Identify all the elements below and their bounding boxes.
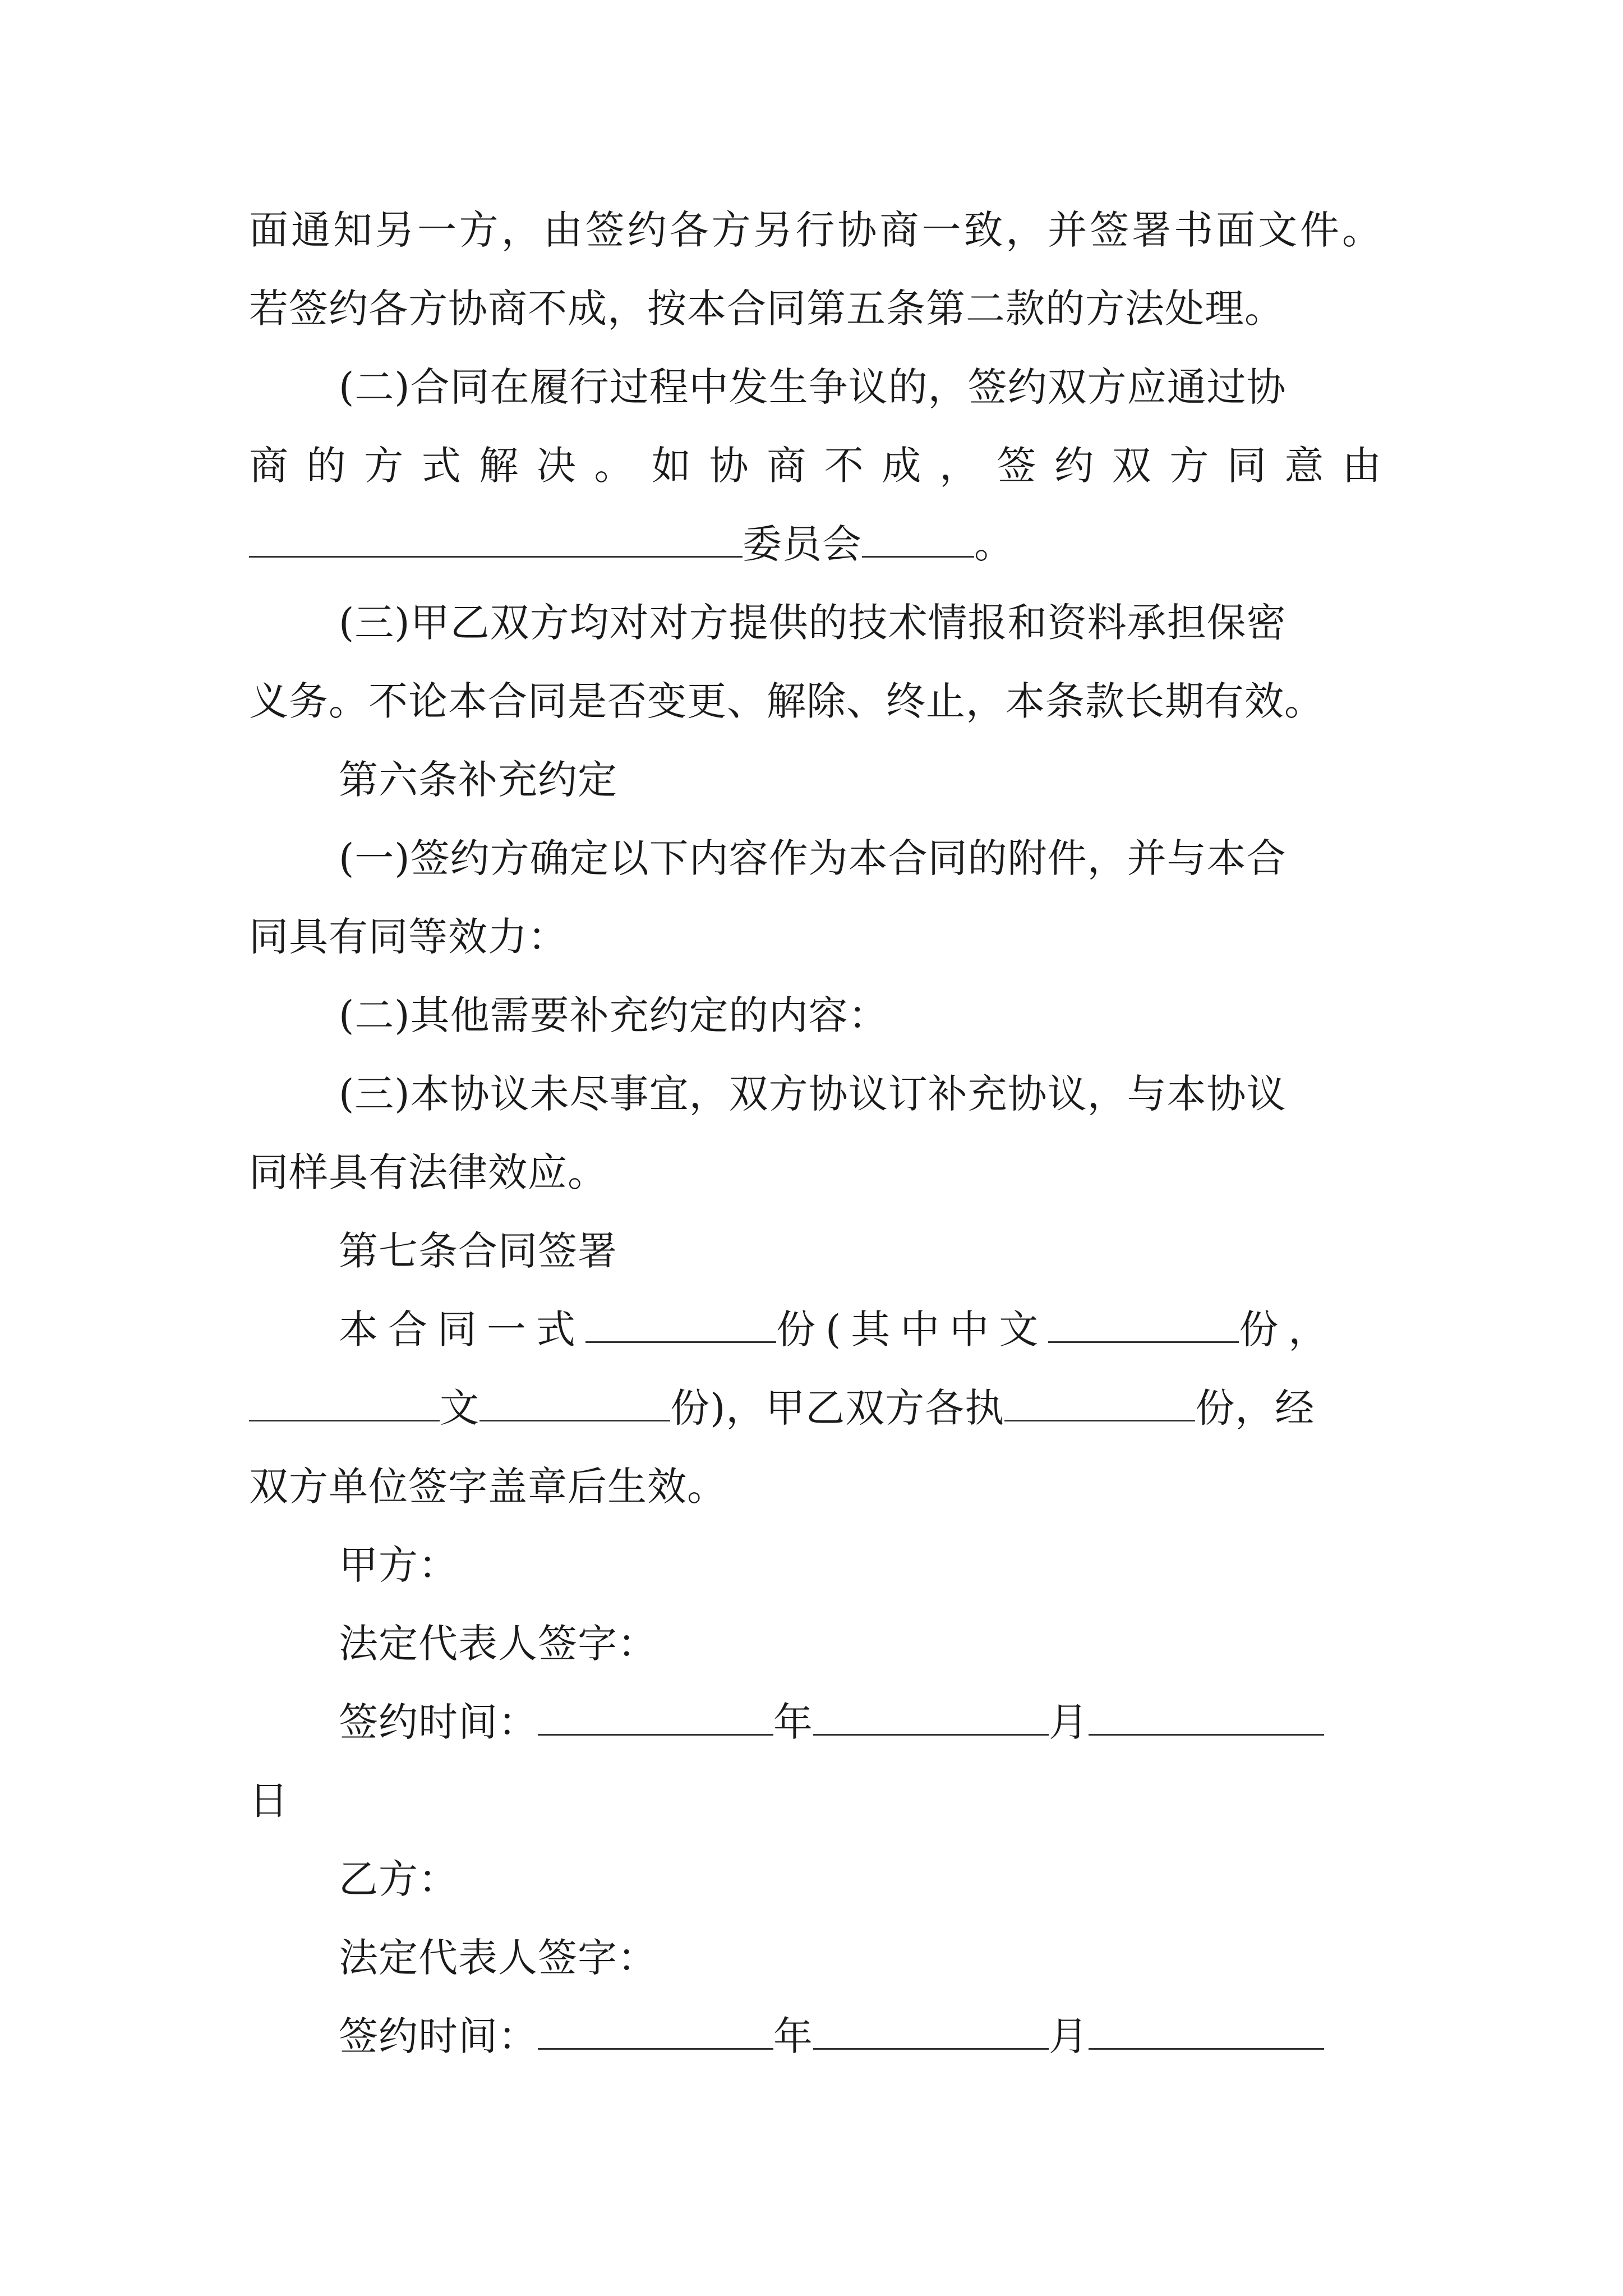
article-7-title: 第七条合同签署	[339, 1228, 617, 1274]
blank-chinese-copies[interactable]	[1048, 1306, 1239, 1343]
party-a-label: 甲方：	[339, 1542, 458, 1588]
party-a-date-line	[339, 1697, 1324, 1747]
day-label: 日	[249, 1778, 289, 1824]
month-label: 月	[1049, 1699, 1089, 1745]
copies-line	[339, 1304, 1338, 1355]
article-6-item-3: (三)本协议未尽事宜，双方协议订补充协议，与本协议	[339, 1071, 1287, 1117]
copies-line-2	[249, 1383, 1315, 1433]
copies-unit-2: 份，经	[1195, 1385, 1315, 1431]
party-b-date-line	[339, 2011, 1324, 2062]
clause-2-line: 商的方式解决。如协商不成，签约双方同意由	[249, 443, 1382, 489]
article-6-item-3-cont: 同样具有法律效应。	[249, 1149, 607, 1195]
blank-year[interactable]	[538, 1699, 773, 1736]
period-mark: 。	[974, 521, 1014, 567]
committee-label: 委员会	[743, 521, 862, 567]
year-label: 年	[773, 1699, 813, 1745]
each-party-label: 份)，甲乙双方各执	[670, 1385, 1005, 1431]
article-6-title: 第六条补充约定	[339, 757, 617, 803]
date-label: 签约时间：	[339, 2013, 538, 2059]
blank-month[interactable]	[813, 1699, 1049, 1736]
party-b-label: 乙方：	[339, 1856, 458, 1902]
article-6-item-2: (二)其他需要补充约定的内容：	[339, 992, 888, 1038]
article-6-item-1: (一)签约方确定以下内容作为本合同的附件，并与本合	[339, 835, 1287, 881]
date-label: 签约时间：	[339, 1699, 538, 1745]
article-6-item-1-cont: 同具有同等效力：	[249, 914, 568, 960]
clause-3-line: (三)甲乙双方均对对方提供的技术情报和资料承担保密	[339, 600, 1287, 646]
arbitration-line	[249, 519, 1014, 569]
blank-language-copies[interactable]	[479, 1385, 670, 1421]
paragraph-line: 若签约各方协商不成，按本合同第五条第二款的方法处理。	[249, 286, 1284, 332]
language-label: 文	[440, 1385, 479, 1431]
party-b-rep-label: 法定代表人签字：	[339, 1935, 657, 1981]
blank-month[interactable]	[813, 2013, 1049, 2050]
month-label: 月	[1049, 2013, 1089, 2059]
copies-chinese-label: 份(其中中文	[776, 1306, 1049, 1352]
copies-unit: 份，	[1239, 1306, 1338, 1352]
effective-line: 双方单位签字盖章后生效。	[249, 1464, 727, 1510]
blank-total-copies[interactable]	[585, 1306, 776, 1343]
blank-language[interactable]	[249, 1385, 440, 1421]
blank-year[interactable]	[538, 2013, 773, 2050]
copies-label: 本合同一式	[339, 1306, 585, 1352]
blank-committee[interactable]	[862, 521, 974, 558]
clause-3-line: 义务。不论本合同是否变更、解除、终止，本条款长期有效。	[249, 678, 1324, 724]
paragraph-line: 面通知另一方，由签约各方另行协商一致，并签署书面文件。	[249, 207, 1382, 253]
blank-each-copies[interactable]	[1004, 1385, 1195, 1421]
year-label: 年	[773, 2013, 813, 2059]
clause-2-line: (二)合同在履行过程中发生争议的，签约双方应通过协	[339, 364, 1287, 410]
blank-arbitration-body[interactable]	[249, 521, 743, 558]
blank-day[interactable]	[1089, 1699, 1324, 1736]
blank-day[interactable]	[1089, 2013, 1324, 2050]
party-a-rep-label: 法定代表人签字：	[339, 1621, 657, 1667]
